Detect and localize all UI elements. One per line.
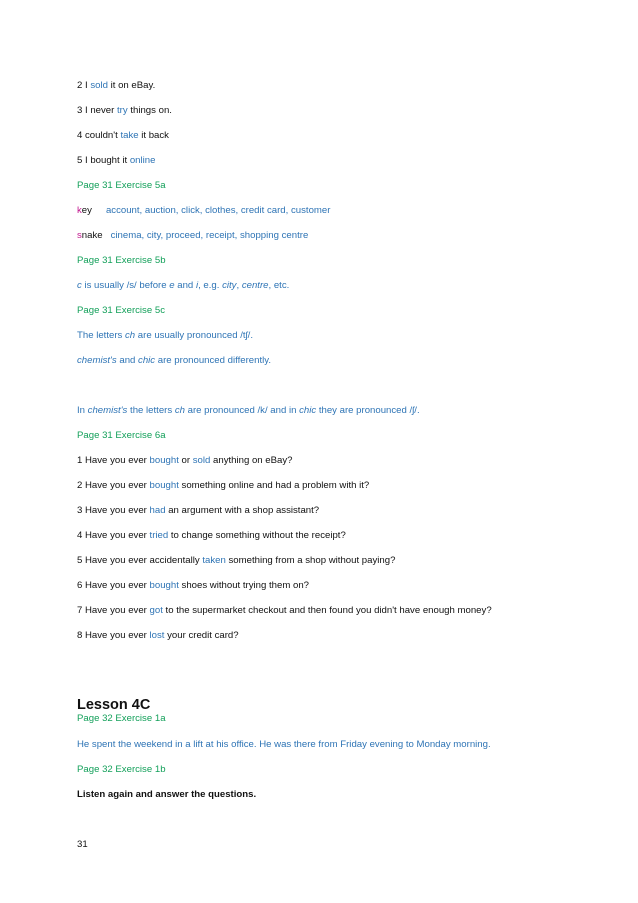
question-6: 6 Have you ever bought shoes without trying them on? [77,580,309,591]
rule-5b: c is usually /s/ before e and i, e.g. city, centre, etc. [77,280,290,291]
question-4: 4 Have you ever tried to change something without the receipt? [77,530,346,541]
exercise-heading-5c: Page 31 Exercise 5c [77,305,165,316]
document-page [77,0,597,903]
exercise-heading-1b: Page 32 Exercise 1b [77,764,166,775]
exercise-heading-1a: Page 32 Exercise 1a [77,713,166,724]
exercise-heading-5a: Page 31 Exercise 5a [77,180,166,191]
instruction-1b: Listen again and answer the questions. [77,789,257,800]
answer-line-3: 3 I never try things on. [77,105,172,116]
rule-5c-line-3: In chemist's the letters ch are pronounced /k/ and in chic they are pronounced /ʃ/. [77,405,420,416]
exercise-heading-5b: Page 31 Exercise 5b [77,255,166,266]
lesson-title: Lesson 4C [77,697,151,713]
question-3: 3 Have you ever had an argument with a shop assistant? [77,505,320,516]
answer-line-5: 5 I bought it online [77,155,156,166]
question-8: 8 Have you ever lost your credit card? [77,630,239,641]
question-2: 2 Have you ever bought something online and had a problem with it? [77,480,370,491]
exercise-heading-6a: Page 31 Exercise 6a [77,430,166,441]
answer-line-4: 4 couldn't take it back [77,130,169,141]
question-5: 5 Have you ever accidentally taken something from a shop without paying? [77,555,396,566]
question-7: 7 Have you ever got to the supermarket checkout and then found you didn't have enough money? [77,605,492,616]
rule-5c-line-1: The letters ch are usually pronounced /tʃ/. [77,330,254,341]
sound-row-snake: snake cinema, city, proceed, receipt, shopping centre [77,230,309,241]
question-1: 1 Have you ever bought or sold anything on eBay? [77,455,293,466]
answer-1a: He spent the weekend in a lift at his office. He was there from Friday evening to Monday morning. [77,739,491,750]
answer-line-2: 2 I sold it on eBay. [77,80,156,91]
page-number: 31 [77,839,88,850]
sound-row-key: key account, auction, click, clothes, credit card, customer [77,205,331,216]
rule-5c-line-2: chemist's and chic are pronounced differently. [77,355,272,366]
